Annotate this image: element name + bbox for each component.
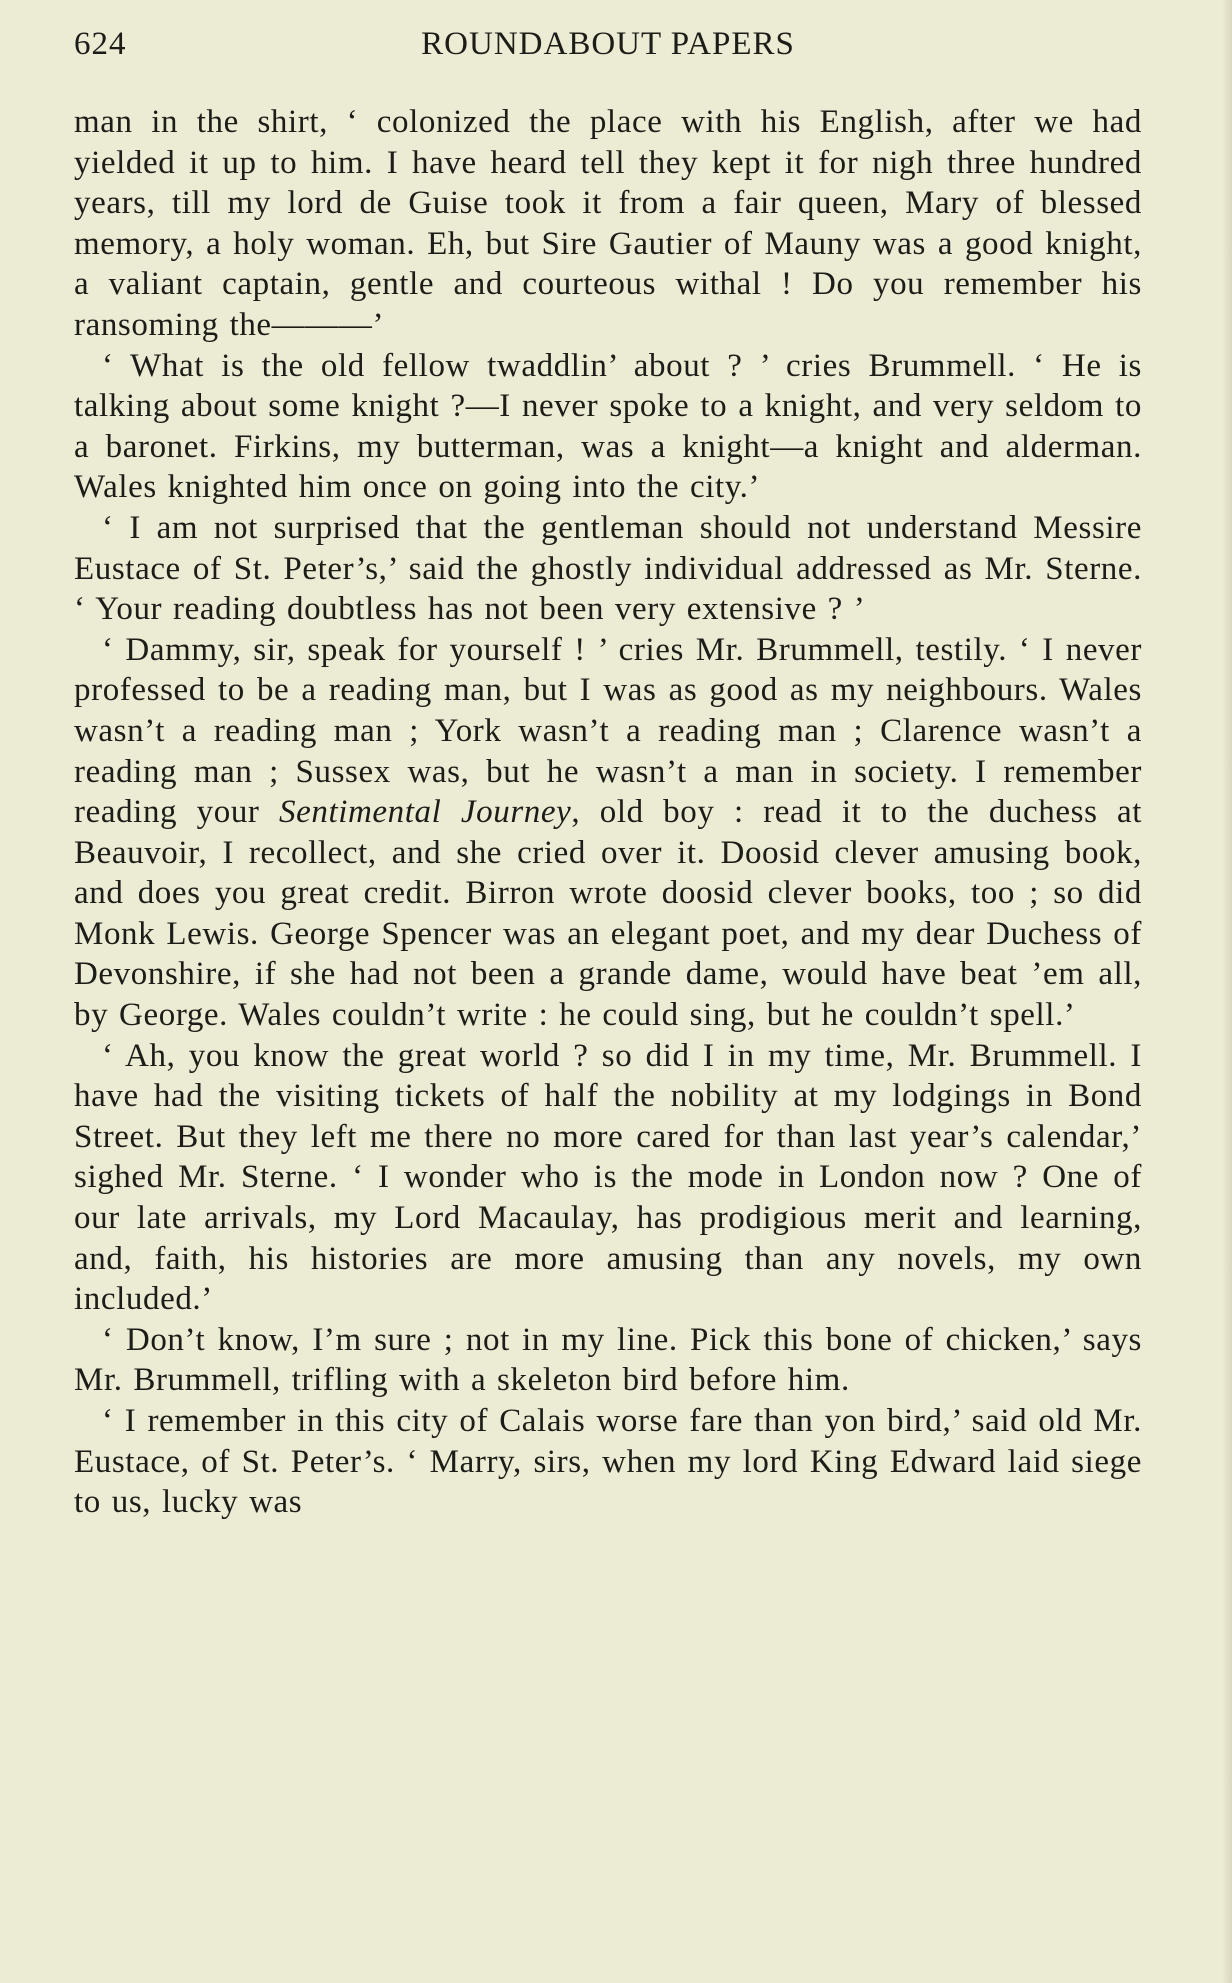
- paragraph-3: ‘ I am not surprised that the gentleman should not understand Messire Eustace of St. Peter’s,’ said the ghostly individual addressed as Mr. Sterne. ‘ Your reading doubtless has not been very extensive ? ’: [74, 509, 1142, 628]
- paragraph-4-rest: , old boy : read it to the duchess at Beauvoir, I recollect, and she cried over it. Doosid clever amusing book, and does you great credit. Birron wrote doosid clever books, too ; so did Monk Lewis. George Spencer was an elegant poet, and my dear Duchess of Devonshire, if she had not been a grande dame, would have beat ’em all, by George. Wales couldn’t write : he could sing, but he couldn’t spell.’: [74, 794, 1143, 1034]
- page-number: 624: [74, 26, 127, 62]
- paragraph-1: man in the shirt, ‘ colonized the place with his English, after we had yielded it up to him. I have heard tell they kept it for nigh three hundred years, till my lord de Guise took it from a fair queen, Mary of blessed memory, a holy woman. Eh, but Sire Gautier of Mauny was a good knight, a valiant captain, gentle and courteous withal ! Do you remember his ransoming the———’: [74, 104, 1142, 343]
- running-head: [74, 26, 1142, 70]
- paragraph-4-lead: ‘ Dammy, sir, speak for yourself ! ’ cries Mr. Brummell, testily. ‘ I never professed to be a reading man, but I was as good as my neighbours. Wales wasn’t a reading man ; York wasn’t a reading man ; Clarence wasn’t a reading man ; Sussex was, but he wasn’t a man in society. I remember reading your: [74, 631, 1142, 831]
- paragraph-6: ‘ Don’t know, I’m sure ; not in my line. Pick this bone of chicken,’ says Mr. Brummell, trifling with a skeleton bird before him.: [74, 1321, 1142, 1399]
- body-text: [74, 102, 1142, 1523]
- paragraph-4: [74, 630, 1142, 1036]
- paragraph-2: ‘ What is the old fellow twaddlin’ about ? ’ cries Brummell. ‘ He is talking about some knight ?—I never spoke to a knight, and very seldom to a baronet. Firkins, my butterman, was a knight—a knight and alderman. Wales knighted him once on going into the city.’: [74, 347, 1142, 506]
- paragraph-7: ‘ I remember in this city of Calais worse fare than yon bird,’ said old Mr. Eustace, of St. Peter’s. ‘ Marry, sirs, when my lord King Edward laid siege to us, lucky was: [74, 1403, 1142, 1521]
- book-title-sentimental-journey: Sentimental Journey: [279, 794, 572, 831]
- page-edge-shadow: [1222, 0, 1232, 1983]
- running-title: ROUNDABOUT PAPERS: [421, 26, 795, 62]
- paragraph-5: ‘ Ah, you know the great world ? so did I in my time, Mr. Brummell. I have had the visiting tickets of half the nobility at my lodgings in Bond Street. But they left me there no more cared for than last year’s calendar,’ sighed Mr. Sterne. ‘ I wonder who is the mode in London now ? One of our late arrivals, my Lord Macaulay, has prodigious merit and learning, and, faith, his histories are more amusing than any novels, my own included.’: [74, 1037, 1142, 1318]
